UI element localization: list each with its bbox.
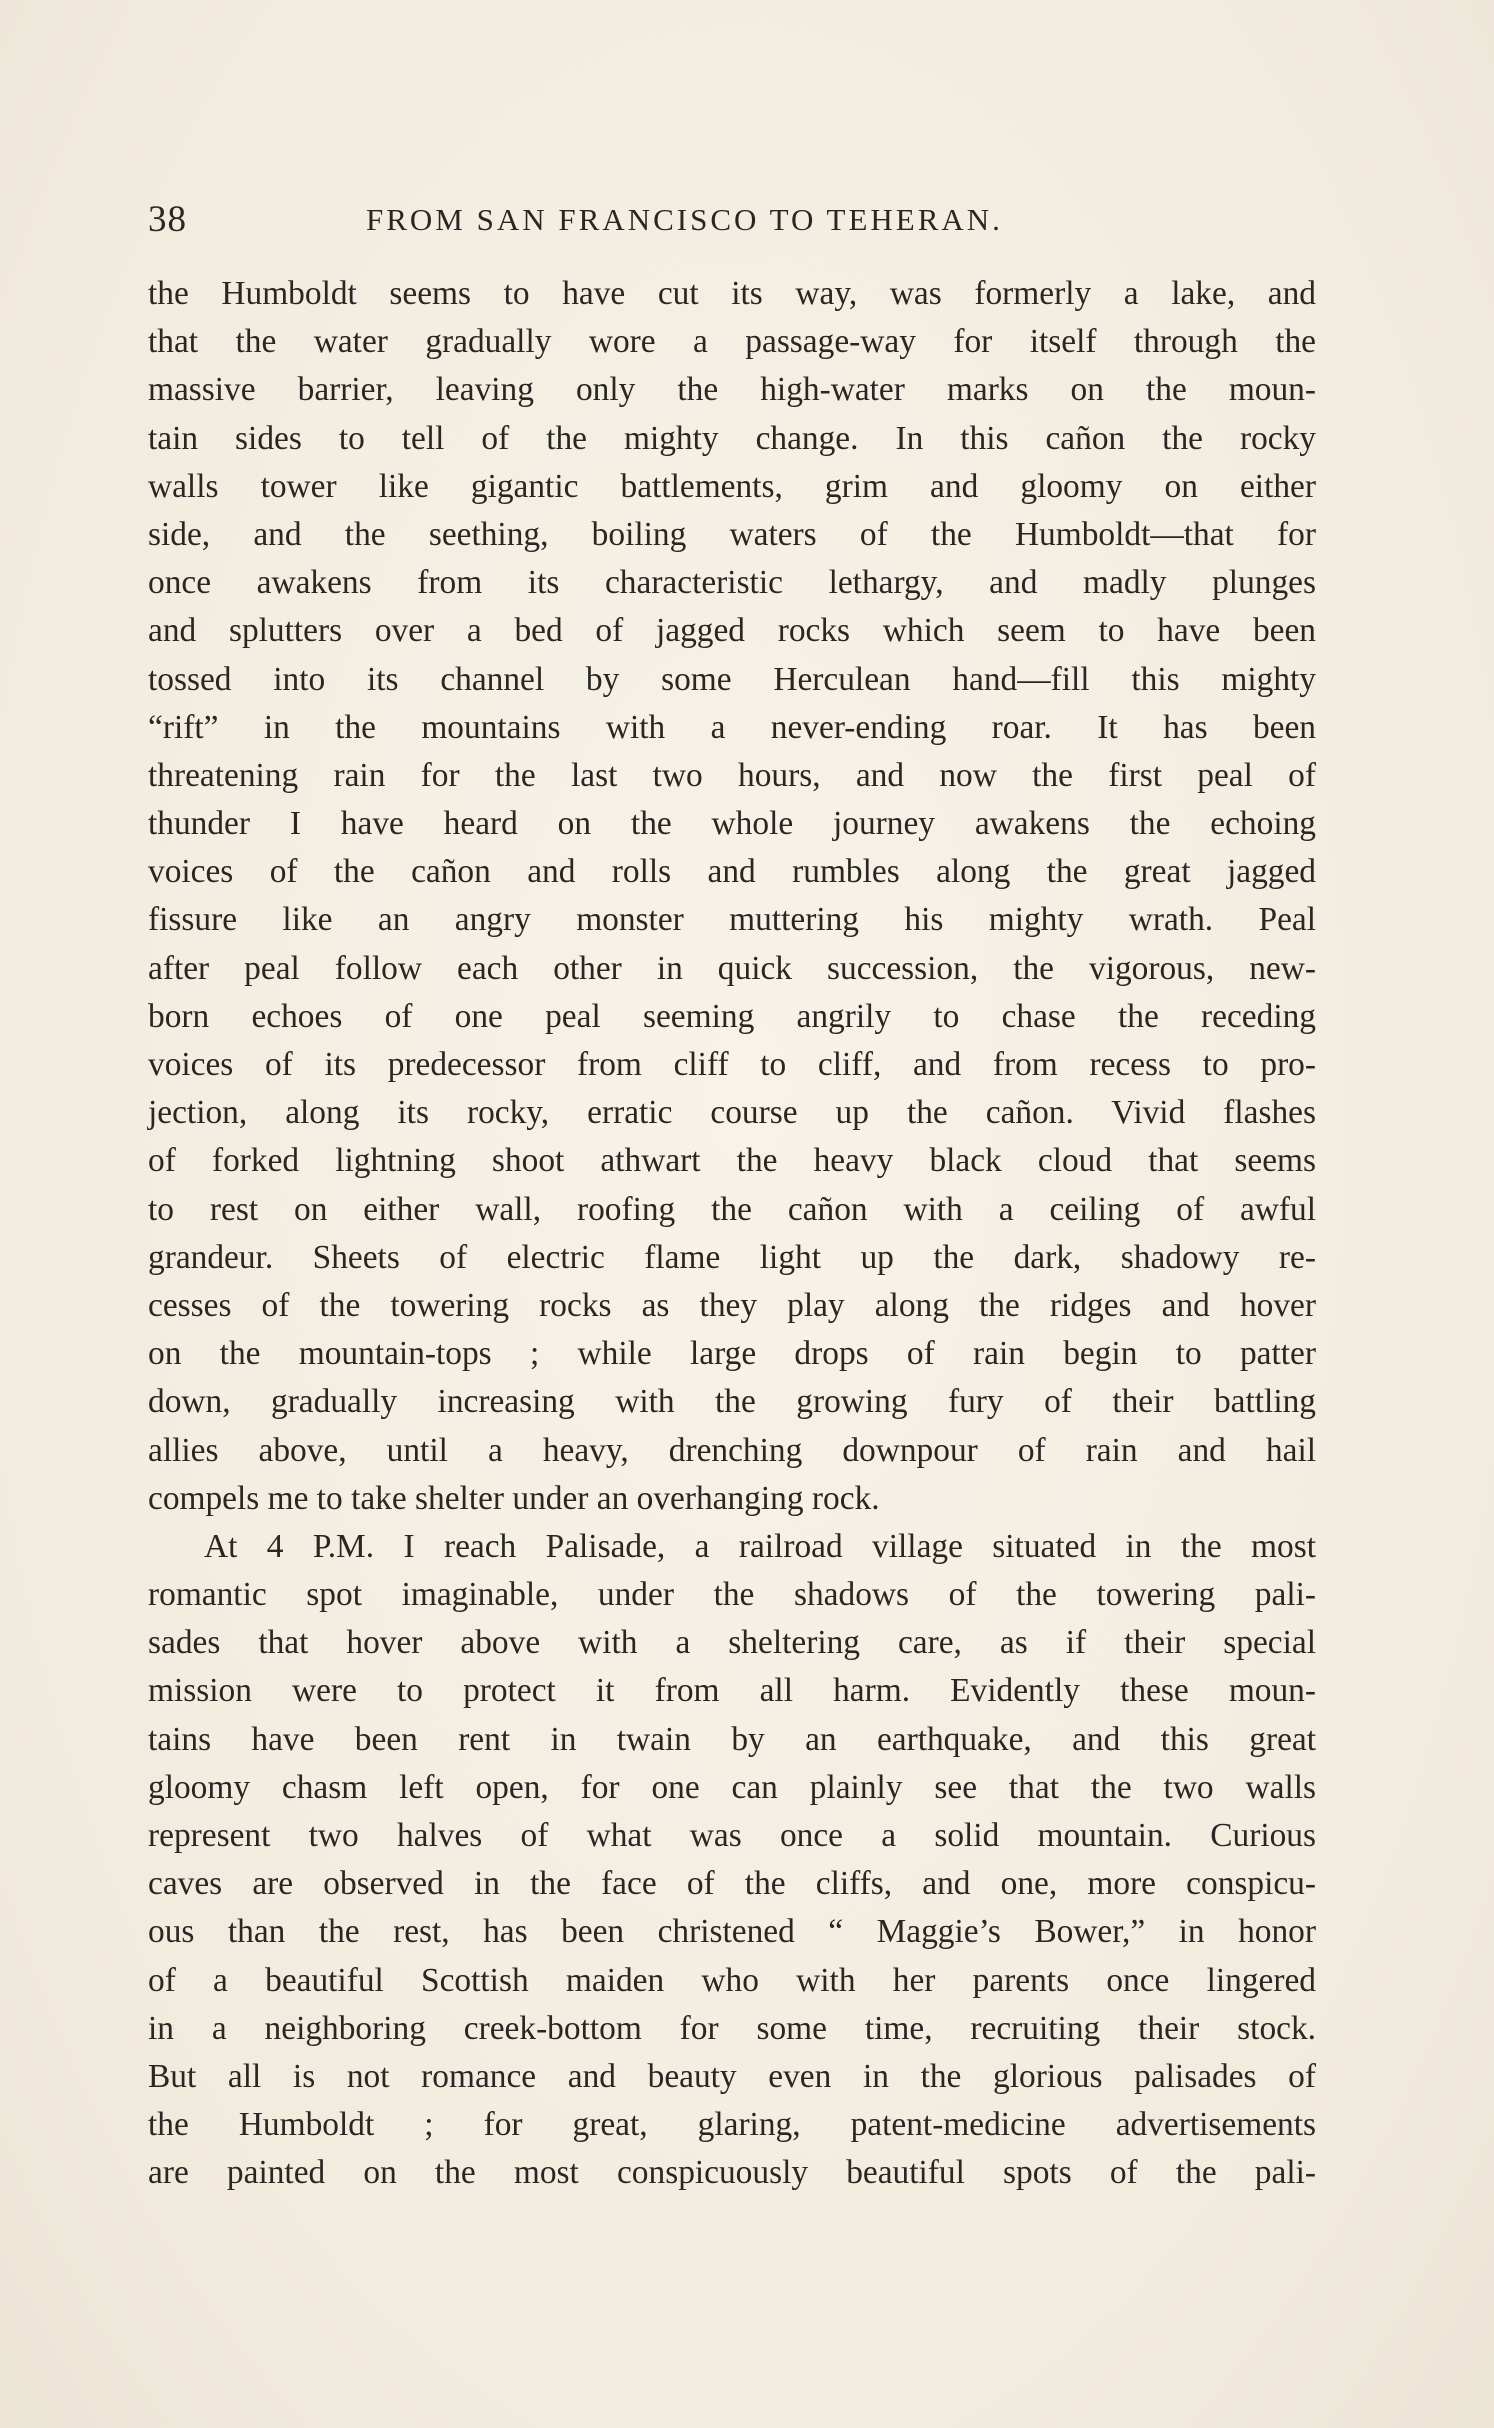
text-line: represent two halves of what was once a solid mountain. Curious: [148, 1817, 1316, 1854]
text-line: allies above, until a heavy, drenching downpour of rain and hail: [148, 1431, 1316, 1469]
paragraph-end-line: compels me to take shelter under an overhanging rock.: [148, 1479, 880, 1517]
page-number: 38: [148, 199, 187, 240]
text-line: tossed into its channel by some Herculean hand—fill this mighty: [148, 660, 1316, 698]
text-line: of forked lightning shoot athwart the heavy black cloud that seems: [148, 1142, 1316, 1180]
text-line: on the mountain-tops ; while large drops of rain begin to patter: [148, 1335, 1316, 1373]
text-line: romantic spot imaginable, under the shadows of the towering pali-: [148, 1576, 1316, 1614]
text-line: caves are observed in the face of the cliffs, and one, more conspicu-: [148, 1865, 1316, 1903]
text-line: cesses of the towering rocks as they play along the ridges and hover: [148, 1286, 1316, 1324]
text-line: grandeur. Sheets of electric flame light up the dark, shadowy re-: [148, 1238, 1316, 1276]
text-line: thunder I have heard on the whole journey awakens the echoing: [148, 805, 1316, 843]
text-line: once awakens from its characteristic lethargy, and madly plunges: [148, 564, 1316, 602]
text-line: ous than the rest, has been christened “ Maggie’s Bower,” in honor: [148, 1913, 1316, 1951]
text-line: “rift” in the mountains with a never-ending roar. It has been: [148, 708, 1316, 746]
text-line: after peal follow each other in quick succession, the vigorous, new-: [148, 949, 1316, 987]
running-head: FROM SAN FRANCISCO TO TEHERAN.: [366, 202, 1003, 237]
text-line: are painted on the most conspicuously beautiful spots of the pali-: [148, 2154, 1316, 2192]
text-line: of a beautiful Scottish maiden who with her parents once lingered: [148, 1961, 1316, 1999]
text-line: mission were to protect it from all harm. Evidently these moun-: [148, 1672, 1316, 1710]
text-line: side, and the seething, boiling waters of the Humboldt—that for: [148, 515, 1316, 553]
text-line: walls tower like gigantic battlements, grim and gloomy on either: [148, 467, 1316, 505]
text-line: tains have been rent in twain by an earthquake, and this great: [148, 1720, 1316, 1758]
text-line: voices of its predecessor from cliff to cliff, and from recess to pro-: [148, 1046, 1316, 1083]
text-line: threatening rain for the last two hours, and now the first peal of: [148, 756, 1316, 794]
text-line: voices of the cañon and rolls and rumbles along the great jagged: [148, 853, 1316, 891]
text-line: the Humboldt ; for great, glaring, patent-medicine advertisements: [148, 2106, 1316, 2144]
text-line: jection, along its rocky, erratic course up the cañon. Vivid flashes: [148, 1094, 1316, 1132]
text-line: to rest on either wall, roofing the cañon with a ceiling of awful: [148, 1190, 1316, 1228]
text-line: in a neighboring creek-bottom for some time, recruiting their stock.: [148, 2009, 1316, 2047]
text-line: massive barrier, leaving only the high-water marks on the moun-: [148, 371, 1316, 409]
text-line: But all is not romance and beauty even in the glorious palisades of: [148, 2057, 1316, 2095]
text-line: fissure like an angry monster muttering his mighty wrath. Peal: [148, 901, 1316, 939]
body-text: [148, 270, 1316, 2198]
page-header: [148, 196, 1316, 244]
text-line: born echoes of one peal seeming angrily to chase the receding: [148, 997, 1316, 1035]
text-line: down, gradually increasing with the growing fury of their battling: [148, 1383, 1316, 1421]
text-line: that the water gradually wore a passage-way for itself through the: [148, 323, 1316, 361]
text-line: sades that hover above with a sheltering care, as if their special: [148, 1624, 1316, 1662]
text-line: the Humboldt seems to have cut its way, was formerly a lake, and: [148, 275, 1316, 312]
text-line: tain sides to tell of the mighty change. In this cañon the rocky: [148, 419, 1316, 457]
text-line: and splutters over a bed of jagged rocks which seem to have been: [148, 612, 1316, 650]
paragraph-start-line: At 4 P.M. I reach Palisade, a railroad village situated in the most: [204, 1527, 1316, 1565]
text-line: gloomy chasm left open, for one can plainly see that the two walls: [148, 1768, 1316, 1806]
